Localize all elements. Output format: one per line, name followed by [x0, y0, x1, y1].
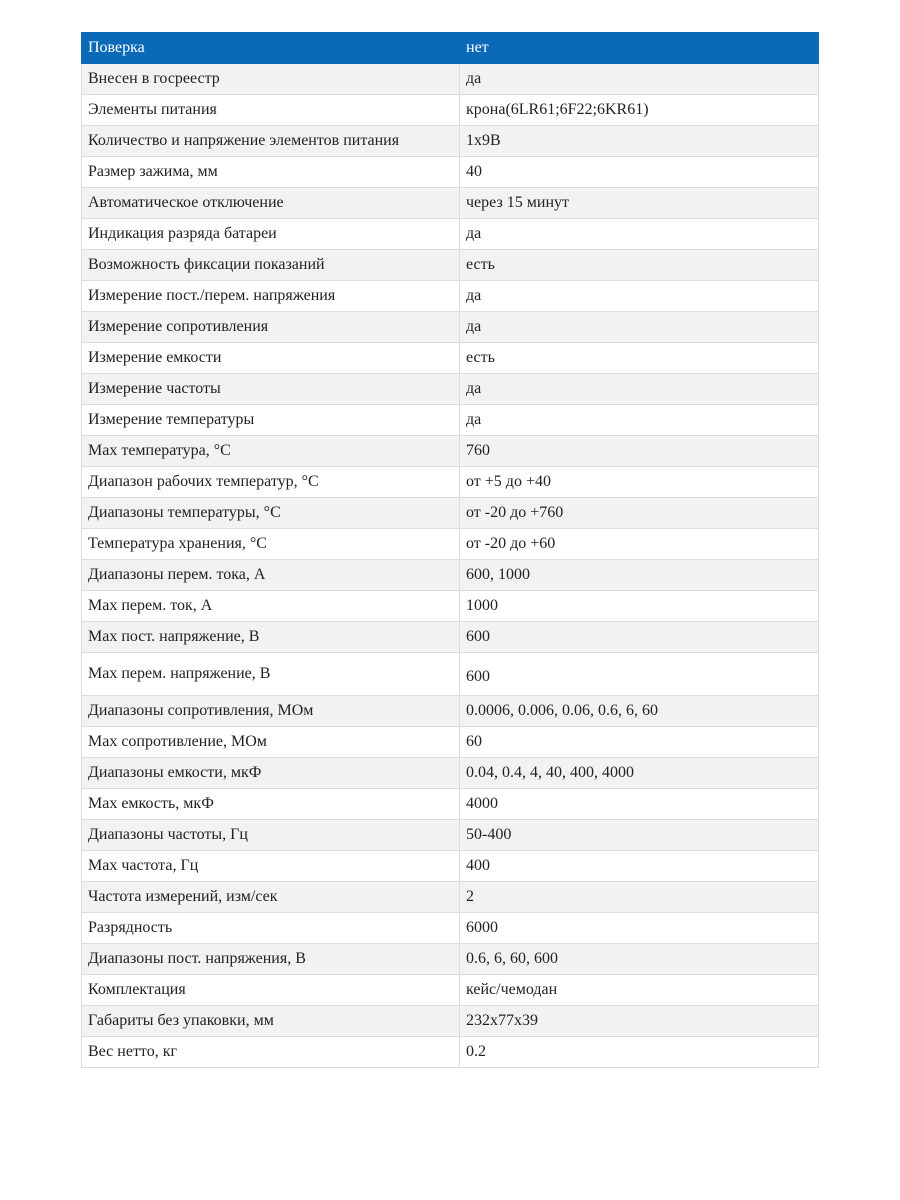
spec-value-cell: да: [460, 219, 819, 250]
spec-value-cell: от -20 до +760: [460, 498, 819, 529]
table-row: [82, 591, 819, 622]
spec-value-cell: кейс/чемодан: [460, 975, 819, 1006]
spec-value-cell: 2: [460, 882, 819, 913]
header-name-cell: Поверка: [82, 33, 460, 64]
table-row: [82, 405, 819, 436]
table-row: [82, 1037, 819, 1068]
spec-name-cell: Измерение частоты: [82, 374, 460, 405]
spec-table: [81, 32, 819, 1068]
spec-name-cell: Количество и напряжение элементов питания: [82, 126, 460, 157]
table-row: [82, 653, 819, 696]
spec-value-cell: 400: [460, 851, 819, 882]
spec-value-cell: 600: [460, 622, 819, 653]
table-row: [82, 126, 819, 157]
table-row: [82, 851, 819, 882]
table-row: [82, 95, 819, 126]
table-row: [82, 312, 819, 343]
spec-name-cell: Max перем. напряжение, В: [82, 653, 460, 696]
spec-name-cell: Max температура, °C: [82, 436, 460, 467]
table-row: [82, 789, 819, 820]
spec-value-cell: 0.0006, 0.006, 0.06, 0.6, 6, 60: [460, 696, 819, 727]
spec-value-cell: 1000: [460, 591, 819, 622]
spec-name-cell: Измерение емкости: [82, 343, 460, 374]
spec-name-cell: Размер зажима, мм: [82, 157, 460, 188]
spec-value-cell: 50-400: [460, 820, 819, 851]
spec-name-cell: Диапазоны емкости, мкФ: [82, 758, 460, 789]
spec-value-cell: 0.6, 6, 60, 600: [460, 944, 819, 975]
spec-name-cell: Разрядность: [82, 913, 460, 944]
table-row: [82, 250, 819, 281]
table-row: [82, 1006, 819, 1037]
table-row: [82, 343, 819, 374]
spec-name-cell: Измерение сопротивления: [82, 312, 460, 343]
spec-value-cell: 600, 1000: [460, 560, 819, 591]
spec-value-cell: да: [460, 405, 819, 436]
table-row: [82, 498, 819, 529]
spec-name-cell: Max емкость, мкФ: [82, 789, 460, 820]
spec-value-cell: от +5 до +40: [460, 467, 819, 498]
spec-value-cell: 0.2: [460, 1037, 819, 1068]
table-row: [82, 758, 819, 789]
table-row: [82, 157, 819, 188]
spec-value-cell: 232x77x39: [460, 1006, 819, 1037]
spec-value-cell: 60: [460, 727, 819, 758]
spec-value-cell: 760: [460, 436, 819, 467]
table-header-row: [82, 33, 819, 64]
spec-name-cell: Температура хранения, °C: [82, 529, 460, 560]
spec-value-cell: 6000: [460, 913, 819, 944]
spec-name-cell: Max пост. напряжение, В: [82, 622, 460, 653]
spec-name-cell: Диапазоны пост. напряжения, В: [82, 944, 460, 975]
spec-value-cell: 1x9В: [460, 126, 819, 157]
spec-value-cell: крона(6LR61;6F22;6KR61): [460, 95, 819, 126]
table-row: [82, 975, 819, 1006]
spec-value-cell: есть: [460, 343, 819, 374]
spec-name-cell: Измерение температуры: [82, 405, 460, 436]
table-row: [82, 188, 819, 219]
spec-name-cell: Элементы питания: [82, 95, 460, 126]
spec-name-cell: Индикация разряда батареи: [82, 219, 460, 250]
spec-name-cell: Комплектация: [82, 975, 460, 1006]
table-row: [82, 467, 819, 498]
spec-value-cell: через 15 минут: [460, 188, 819, 219]
spec-name-cell: Диапазоны сопротивления, МОм: [82, 696, 460, 727]
spec-value-cell: да: [460, 312, 819, 343]
table-row: [82, 560, 819, 591]
spec-name-cell: Диапазоны перем. тока, А: [82, 560, 460, 591]
spec-value-cell: 600: [460, 653, 819, 696]
spec-value-cell: да: [460, 281, 819, 312]
spec-name-cell: Габариты без упаковки, мм: [82, 1006, 460, 1037]
table-row: [82, 64, 819, 95]
table-row: [82, 374, 819, 405]
spec-value-cell: да: [460, 64, 819, 95]
spec-value-cell: 4000: [460, 789, 819, 820]
spec-value-cell: есть: [460, 250, 819, 281]
spec-name-cell: Max перем. ток, А: [82, 591, 460, 622]
table-row: [82, 820, 819, 851]
table-row: [82, 281, 819, 312]
table-row: [82, 622, 819, 653]
spec-name-cell: Max частота, Гц: [82, 851, 460, 882]
spec-value-cell: 40: [460, 157, 819, 188]
header-value-cell: нет: [460, 33, 819, 64]
spec-name-cell: Внесен в госреестр: [82, 64, 460, 95]
spec-name-cell: Диапазон рабочих температур, °C: [82, 467, 460, 498]
table-row: [82, 696, 819, 727]
table-row: [82, 882, 819, 913]
spec-value-cell: от -20 до +60: [460, 529, 819, 560]
spec-name-cell: Вес нетто, кг: [82, 1037, 460, 1068]
spec-value-cell: 0.04, 0.4, 4, 40, 400, 4000: [460, 758, 819, 789]
spec-table-body: [82, 33, 819, 1068]
table-row: [82, 529, 819, 560]
spec-value-cell: да: [460, 374, 819, 405]
spec-name-cell: Диапазоны частоты, Гц: [82, 820, 460, 851]
spec-name-cell: Max сопротивление, МОм: [82, 727, 460, 758]
spec-name-cell: Диапазоны температуры, °C: [82, 498, 460, 529]
table-row: [82, 219, 819, 250]
spec-name-cell: Частота измерений, изм/сек: [82, 882, 460, 913]
spec-name-cell: Автоматическое отключение: [82, 188, 460, 219]
spec-name-cell: Возможность фиксации показаний: [82, 250, 460, 281]
table-row: [82, 727, 819, 758]
spec-name-cell: Измерение пост./перем. напряжения: [82, 281, 460, 312]
table-row: [82, 944, 819, 975]
table-row: [82, 913, 819, 944]
table-row: [82, 436, 819, 467]
